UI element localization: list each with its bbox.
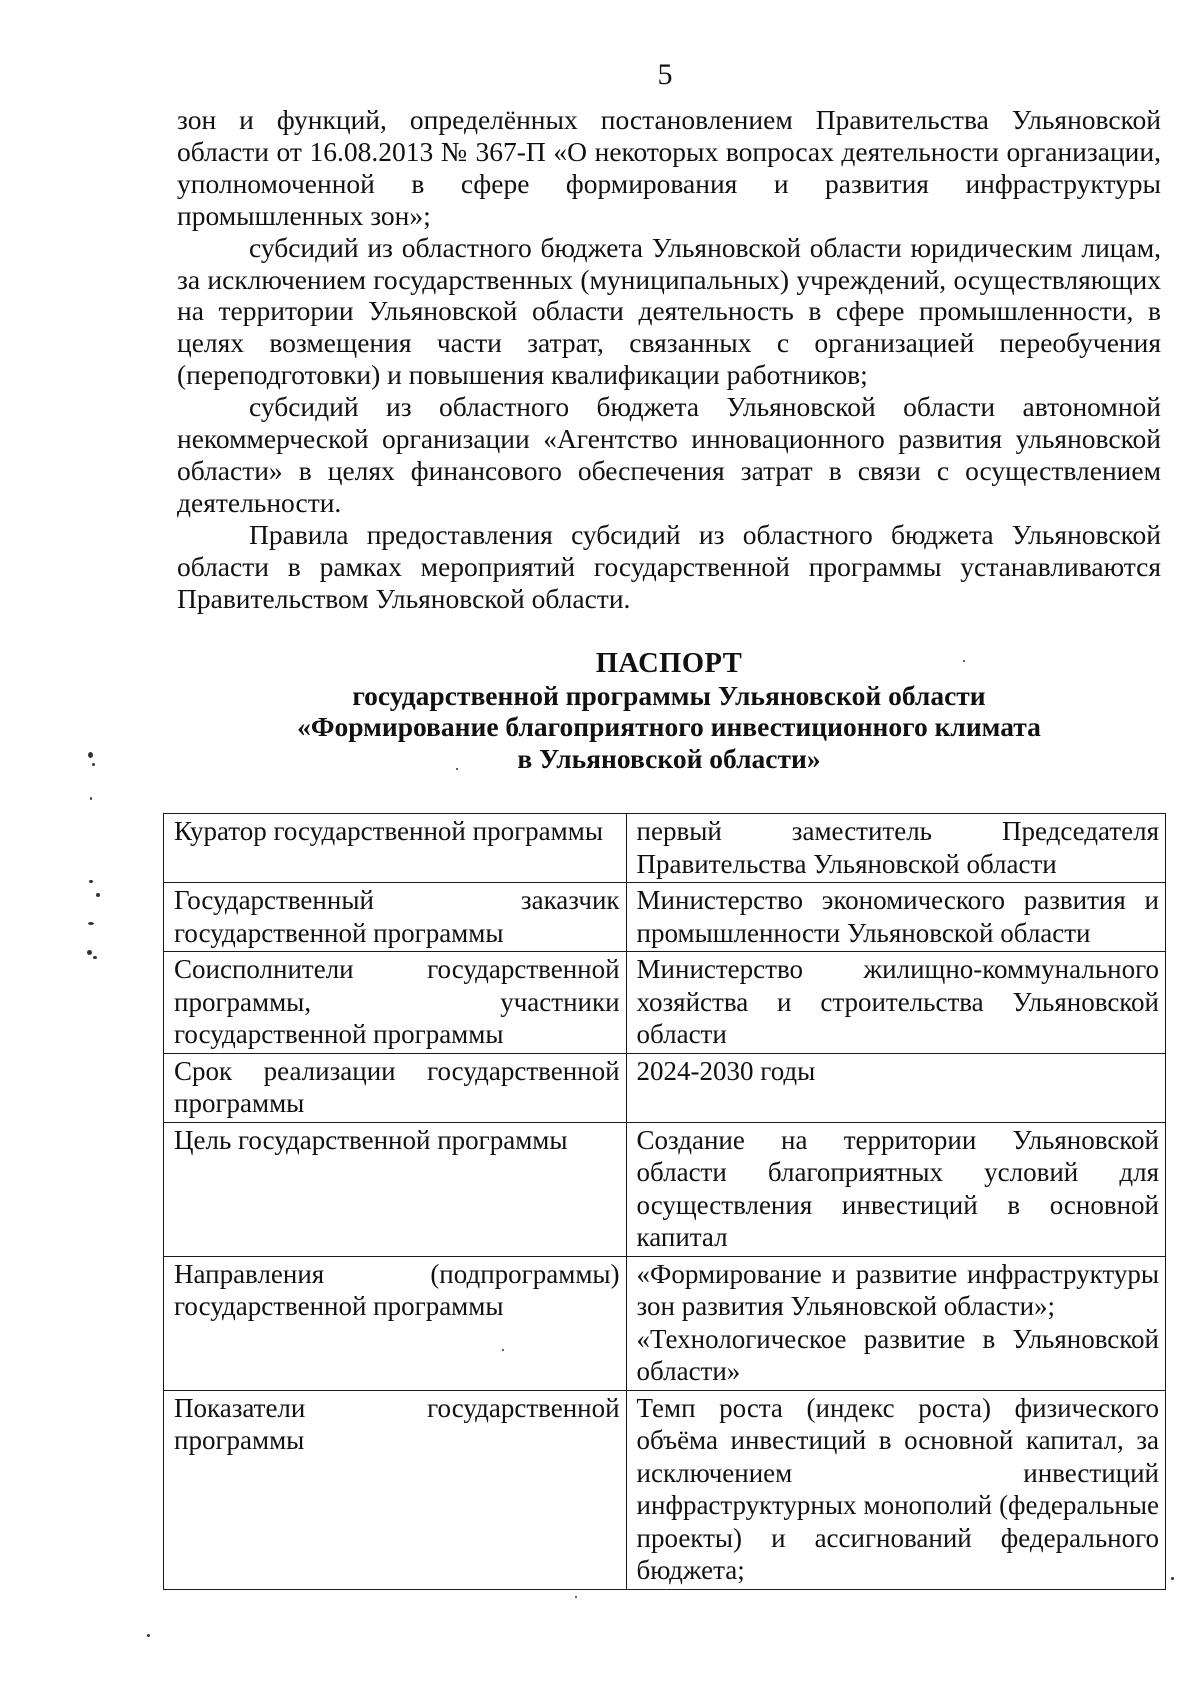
row-value: Министерство экономического развития и промышленности Ульяновской области (626, 883, 1165, 952)
scan-speck (96, 893, 100, 897)
scan-speck (575, 1596, 577, 1598)
row-label: Цель государственной программы (164, 1122, 627, 1256)
table-row (164, 952, 1166, 1054)
table-row (164, 1256, 1166, 1390)
paragraph: субсидий из областного бюджета Ульяновской области автономной некоммерческой организации «Агентство инновационного развития ульяновской области» в целях финансового обеспечения затрат в связи с осуществлением деятельности. (177, 391, 1161, 518)
passport-subtitle-line: государственной программы Ульяновской области (352, 679, 986, 711)
body-text (177, 104, 1161, 615)
row-label: Соисполнители государственной программы, участники государственной программы (164, 952, 627, 1054)
scan-speck (87, 950, 92, 955)
paragraph: Правила предоставления субсидий из областного бюджета Ульяновской области в рамках мероприятий государственной программы устанавливаются Правительством Ульяновской области. (177, 518, 1161, 614)
row-value: Темп роста (индекс роста) физического объёма инвестиций в основной капитал, за исключением инвестиций инфраструктурных монополий (федеральные проекты) и ассигнований федерального бюджета; (626, 1390, 1165, 1589)
row-label: Показатели государственной программы (164, 1390, 627, 1589)
passport-table (163, 813, 1166, 1590)
scan-speck (92, 763, 95, 766)
scan-speck (90, 797, 92, 800)
row-value: первый заместитель Председателя Правительства Ульяновской области (626, 814, 1165, 883)
scan-speck (93, 956, 97, 959)
table-row (164, 814, 1166, 883)
scan-speck (1171, 1577, 1174, 1580)
paragraph: зон и функций, определённых постановлением Правительства Ульяновской области от 16.08.2013 № 367-П «О некоторых вопросах деятельности организации, уполномоченной в сфере формирования и развития инфраструктуры промышленных зон»; (177, 104, 1161, 231)
row-value: Создание на территории Ульяновской области благоприятных условий для осуществления инвестиций в основной капитал (626, 1122, 1165, 1256)
passport-heading (177, 648, 1161, 774)
row-value (626, 1256, 1165, 1390)
page-number: 5 (657, 58, 673, 91)
row-label: Направления (подпрограммы) государственной программы (164, 1256, 627, 1390)
row-value: Министерство жилищно-коммунального хозяйства и строительства Ульяновской области (626, 952, 1165, 1054)
scan-speck (502, 1349, 504, 1351)
passport-subtitle-line: в Ульяновской области» (517, 742, 821, 774)
paragraph: субсидий из областного бюджета Ульяновской области юридическим лицам, за исключением государственных (муниципальных) учреждений, осуществляющих на территории Ульяновской области деятельность в сфере промышленности, в целях возмещения части затрат, связанных с организацией переобучения (переподготовки) и повышения квалификации работников; (177, 231, 1161, 391)
row-label: Срок реализации государственной программы (164, 1053, 627, 1122)
table-row (164, 883, 1166, 952)
row-value: 2024-2030 годы (626, 1053, 1165, 1122)
scan-speck (89, 880, 93, 883)
scan-speck (456, 768, 458, 770)
scan-speck (88, 752, 93, 758)
scan-speck (147, 1634, 150, 1637)
scan-speck (88, 922, 94, 925)
table-row (164, 1053, 1166, 1122)
scan-speck (963, 660, 965, 662)
row-value-line: «Формирование и развитие инфраструктуры зон развития Ульяновской области»; (636, 1258, 1159, 1321)
table-row (164, 1390, 1166, 1589)
row-label: Государственный заказчик государственной программы (164, 883, 627, 952)
passport-title: ПАСПОРТ (595, 648, 743, 679)
row-value-line: «Технологическое развитие в Ульяновской области» (636, 1323, 1159, 1386)
row-label: Куратор государственной программы (164, 814, 627, 883)
table-row (164, 1122, 1166, 1256)
passport-subtitle-line: «Формирование благоприятного инвестиционного климата (297, 711, 1041, 742)
